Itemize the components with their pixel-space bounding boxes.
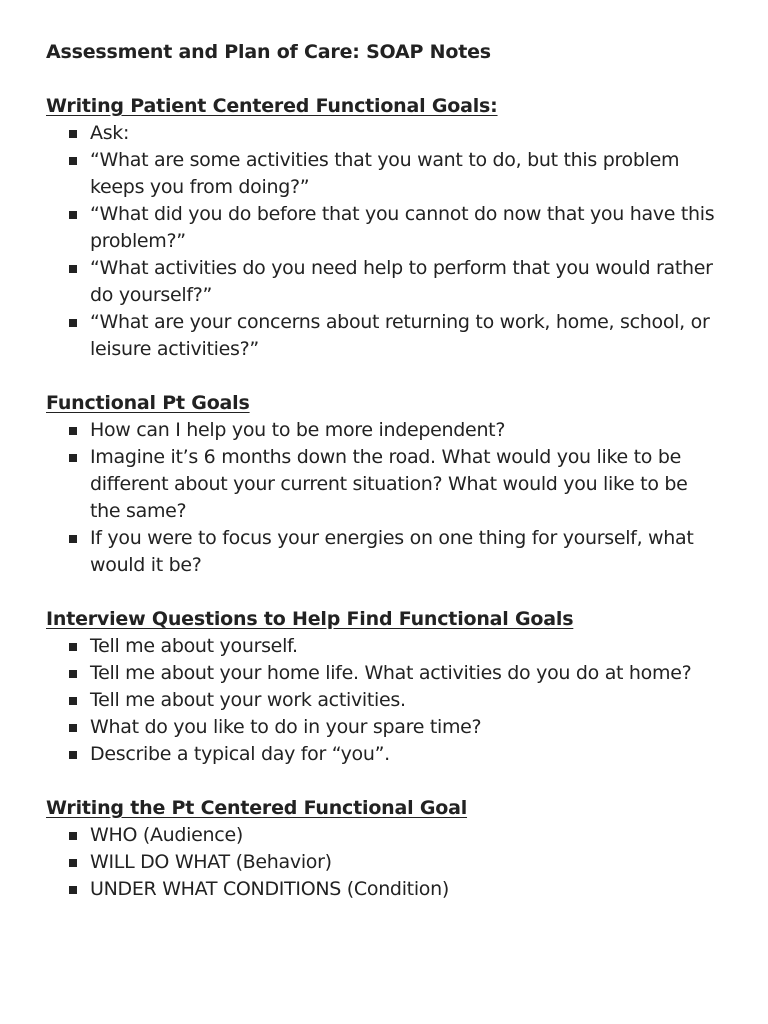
bullet-list — [46, 633, 728, 768]
section-functional-pt-goals — [46, 390, 728, 579]
list-item-text: What do you like to do in your spare time? — [90, 716, 482, 738]
square-bullet-icon — [69, 886, 77, 894]
square-bullet-icon — [69, 454, 77, 462]
list-item — [90, 255, 728, 309]
square-bullet-icon — [69, 643, 77, 651]
list-item — [90, 741, 728, 768]
list-item-text: Describe a typical day for “you”. — [90, 743, 390, 765]
bullet-list — [46, 417, 728, 579]
square-bullet-icon — [69, 859, 77, 867]
list-item — [90, 147, 728, 201]
list-item-text: Tell me about yourself. — [90, 635, 298, 657]
list-item-text: WHO (Audience) — [90, 824, 243, 846]
square-bullet-icon — [69, 265, 77, 273]
list-item — [90, 201, 728, 255]
list-item — [90, 714, 728, 741]
list-item — [90, 525, 728, 579]
list-item-text: Ask: — [90, 122, 130, 144]
square-bullet-icon — [69, 157, 77, 165]
list-item — [90, 309, 728, 363]
bullet-list — [46, 120, 728, 363]
square-bullet-icon — [69, 697, 77, 705]
list-item — [90, 876, 728, 903]
square-bullet-icon — [69, 427, 77, 435]
list-item-text: Imagine it’s 6 months down the road. What would you like to be different about your current situation? What would you like to be the same? — [90, 446, 688, 522]
list-item-text: Tell me about your home life. What activities do you do at home? — [90, 662, 692, 684]
list-item — [90, 849, 728, 876]
section-heading: Writing Patient Centered Functional Goals: — [46, 95, 498, 117]
section-heading: Writing the Pt Centered Functional Goal — [46, 797, 468, 819]
list-item-text: If you were to focus your energies on one thing for yourself, what would it be? — [90, 527, 694, 576]
section-interview-questions — [46, 606, 728, 768]
list-item-text: “What are your concerns about returning to work, home, school, or leisure activities?” — [90, 311, 710, 360]
list-item — [90, 120, 728, 147]
list-item — [90, 633, 728, 660]
list-item — [90, 687, 728, 714]
square-bullet-icon — [69, 319, 77, 327]
list-item-text: “What did you do before that you cannot do now that you have this problem?” — [90, 203, 715, 252]
list-item-text: How can I help you to be more independent? — [90, 419, 506, 441]
list-item — [90, 444, 728, 525]
section-heading: Functional Pt Goals — [46, 392, 250, 414]
square-bullet-icon — [69, 724, 77, 732]
square-bullet-icon — [69, 211, 77, 219]
square-bullet-icon — [69, 751, 77, 759]
document-title: Assessment and Plan of Care: SOAP Notes — [46, 41, 491, 63]
section-writing-pt-centered-goal — [46, 795, 728, 903]
list-item-text: WILL DO WHAT (Behavior) — [90, 851, 332, 873]
square-bullet-icon — [69, 670, 77, 678]
section-heading: Interview Questions to Help Find Functional Goals — [46, 608, 574, 630]
list-item-text: Tell me about your work activities. — [90, 689, 406, 711]
list-item — [90, 822, 728, 849]
list-item-text: “What are some activities that you want to do, but this problem keeps you from doing?” — [90, 149, 680, 198]
list-item — [90, 660, 728, 687]
bullet-list — [46, 822, 728, 903]
section-writing-patient-centered-goals — [46, 93, 728, 363]
list-item-text: “What activities do you need help to perform that you would rather do yourself?” — [90, 257, 713, 306]
square-bullet-icon — [69, 535, 77, 543]
square-bullet-icon — [69, 832, 77, 840]
list-item-text: UNDER WHAT CONDITIONS (Condition) — [90, 878, 449, 900]
list-item — [90, 417, 728, 444]
square-bullet-icon — [69, 130, 77, 138]
